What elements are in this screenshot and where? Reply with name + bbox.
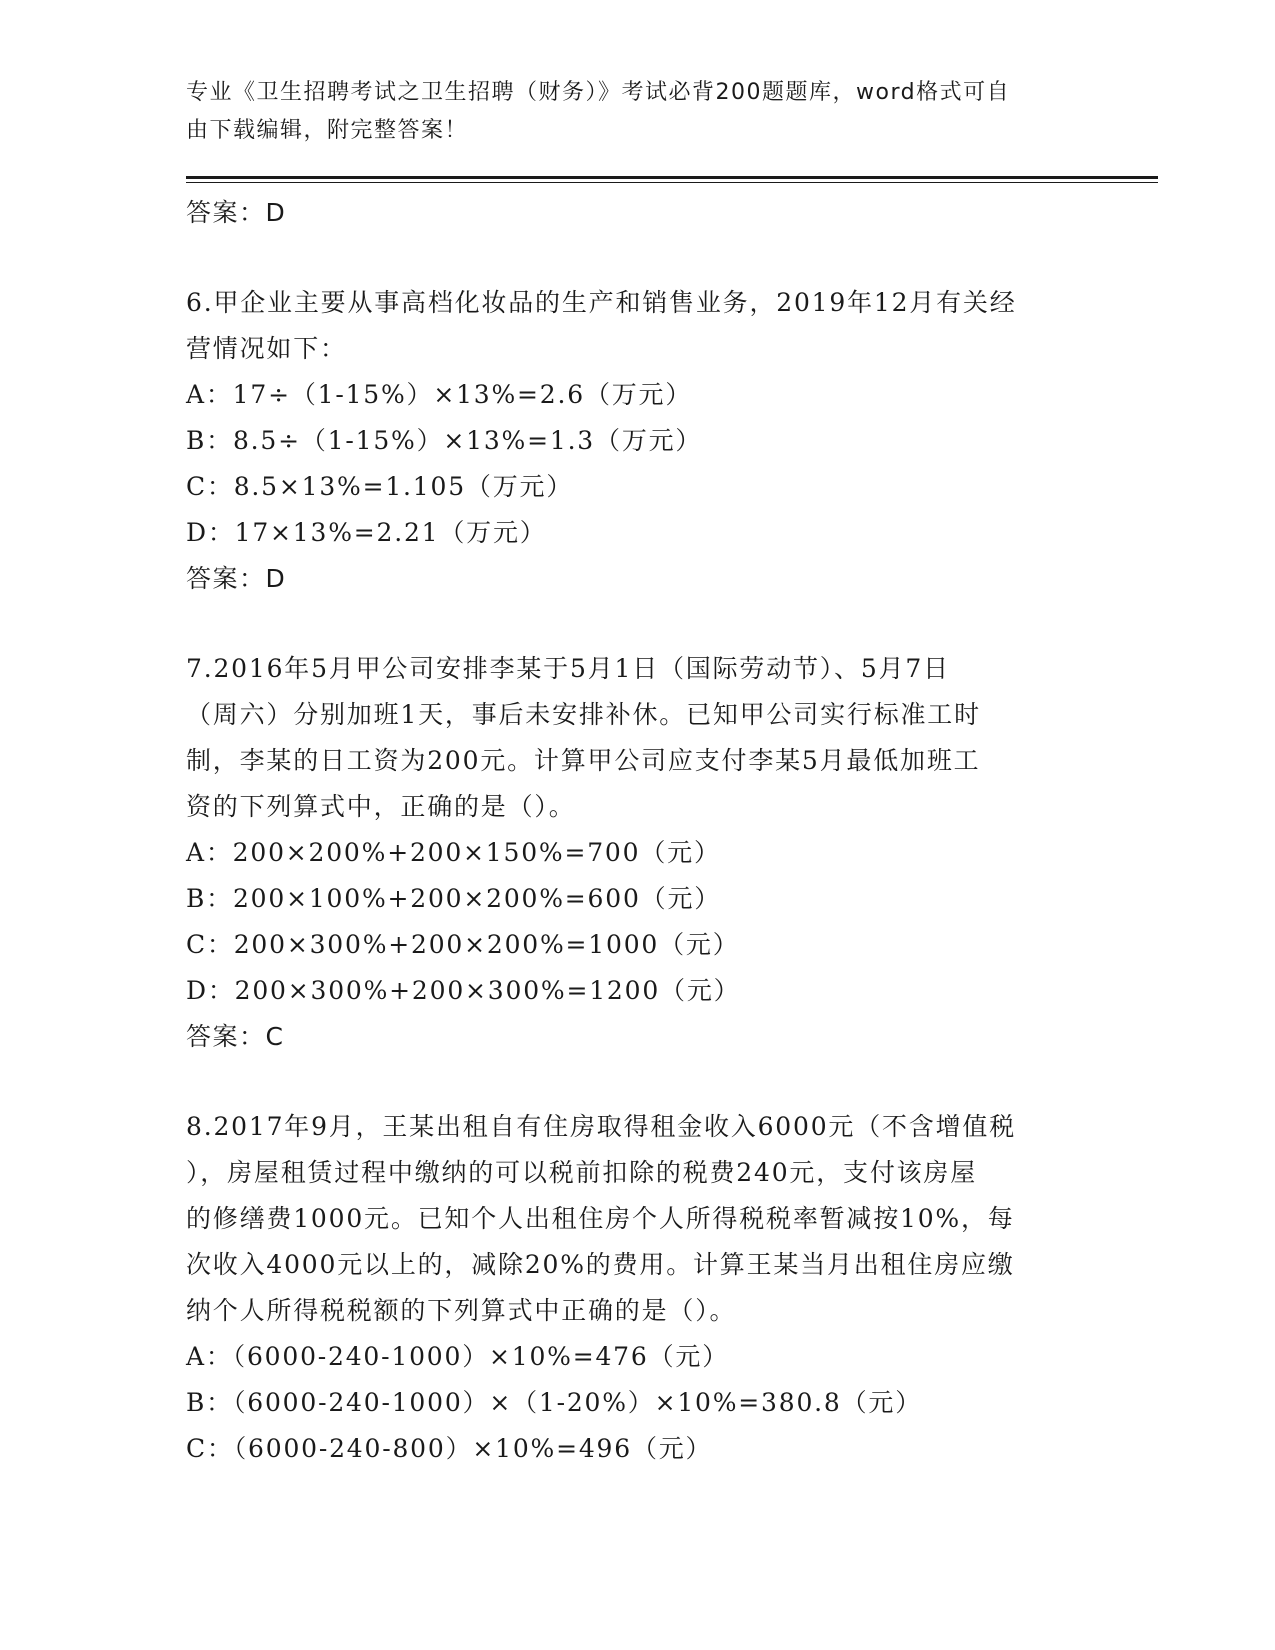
- option-a: A：200×200%+200×150%=700（元）: [186, 838, 721, 867]
- question-block: [186, 1104, 1086, 1472]
- spacer: [186, 1060, 1086, 1104]
- spacer: [186, 236, 1086, 280]
- question-text-line: 资的下列算式中，正确的是（）。: [186, 792, 576, 821]
- spacer: [186, 602, 1086, 646]
- header-line-1: 专业《卫生招聘考试之卫生招聘（财务）》考试必背200题题库，word格式可自: [186, 80, 1011, 105]
- option-d: D：200×300%+200×300%=1200（元）: [186, 976, 741, 1005]
- question-text-line: 营情况如下：: [186, 334, 347, 363]
- question-block: [186, 280, 1086, 602]
- question-text-line: 的修缮费1000元。已知个人出租住房个人所得税税率暂减按10%，每: [186, 1204, 1015, 1233]
- answer-line: 答案：D: [186, 198, 287, 227]
- question-text-line: （周六）分别加班1天，事后未安排补休。已知甲公司实行标准工时: [186, 700, 981, 729]
- question-text-line: ），房屋租赁过程中缴纳的可以税前扣除的税费240元，支付该房屋: [186, 1158, 978, 1187]
- question-block: [186, 646, 1086, 1060]
- option-b: B：200×100%+200×200%=600（元）: [186, 884, 722, 913]
- option-a: A：17÷（1-15%）×13%=2.6（万元）: [186, 380, 693, 409]
- question-content: [186, 190, 1086, 1472]
- option-c: C：（6000-240-800）×10%=496（元）: [186, 1434, 713, 1463]
- question-text-line: 7.2016年5月甲公司安排李某于5月1日（国际劳动节）、5月7日: [186, 654, 950, 683]
- header-rule-thin: [186, 182, 1158, 183]
- question-text-line: 6.甲企业主要从事高档化妆品的生产和销售业务，2019年12月有关经: [186, 288, 1017, 317]
- question-text-line: 纳个人所得税税额的下列算式中正确的是（）。: [186, 1296, 737, 1325]
- header-rule-thick: [186, 176, 1158, 179]
- option-c: C：8.5×13%=1.105（万元）: [186, 472, 574, 501]
- header-line-2: 由下载编辑，附完整答案！: [186, 118, 469, 143]
- answer-line: 答案：D: [186, 564, 287, 593]
- option-b: B：8.5÷（1-15%）×13%=1.3（万元）: [186, 426, 703, 455]
- option-d: D：17×13%=2.21（万元）: [186, 518, 547, 547]
- question-text-line: 次收入4000元以上的，减除20%的费用。计算王某当月出租住房应缴: [186, 1250, 1015, 1279]
- question-text-line: 8.2017年9月，王某出租自有住房取得租金收入6000元（不含增值税: [186, 1112, 1017, 1141]
- page-header: [186, 74, 1066, 150]
- option-a: A：（6000-240-1000）×10%=476（元）: [186, 1342, 729, 1371]
- question-text-line: 制，李某的日工资为200元。计算甲公司应支付李某5月最低加班工: [186, 746, 981, 775]
- answer-line: 答案：C: [186, 1022, 285, 1051]
- option-c: C：200×300%+200×200%=1000（元）: [186, 930, 740, 959]
- option-b: B：（6000-240-1000）×（1-20%）×10%=380.8（元）: [186, 1388, 923, 1417]
